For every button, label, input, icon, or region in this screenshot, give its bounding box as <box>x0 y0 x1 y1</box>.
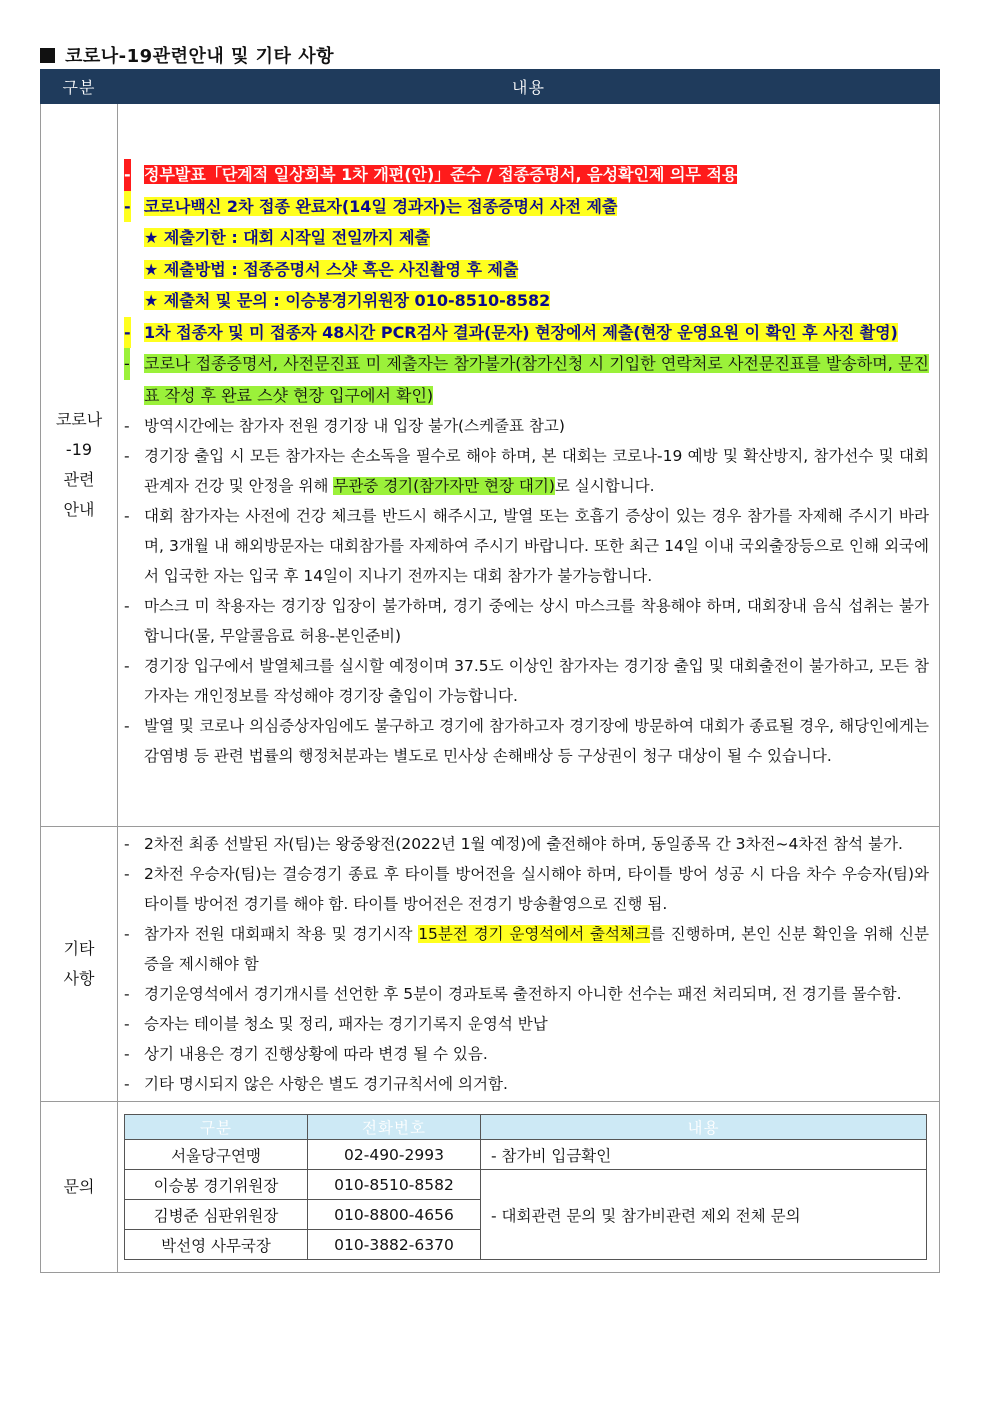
covid-rule-method <box>124 254 929 286</box>
other-category <box>41 827 118 1102</box>
item-text: 경기장 출입 시 모든 참가자는 손소독을 필수로 해야 하며, 본 대회는 코로나-19 예방 및 확산방지, 참가선수 및 대회관계자 건강 및 안정을 위해 <box>144 447 929 495</box>
item-text-end: 로 실시합니다. <box>554 477 655 495</box>
contact-purpose: - 대회관련 문의 및 참가비관련 제외 전체 문의 <box>481 1170 927 1260</box>
dash-marker: - <box>124 1015 130 1033</box>
covid-rule-2-text: 코로나백신 2차 접종 완료자(14일 경과자)는 접종증명서 사전 제출 <box>144 196 618 216</box>
table-row <box>125 1140 927 1170</box>
covid-rule-2 <box>124 191 929 223</box>
list-item <box>124 1039 929 1069</box>
item-text: 2차전 우승자(팀)는 결승경기 종료 후 타이틀 방어전을 실시해야 하며, 타이틀 방어 성공 시 다음 차수 우승자(팀)와 타이틀 방어전 경기를 해야 함. 타이틀 방어전은 전경기 방송촬영으로 진행 됨. <box>144 865 929 913</box>
deadline-text: 제출기한 : 대회 시작일 전일까지 제출 <box>163 228 431 247</box>
header-content: 내용 <box>118 70 940 104</box>
contact-phone: 02-490-2993 <box>308 1140 481 1170</box>
list-item <box>124 591 929 651</box>
contact-name: 이승봉 경기위원장 <box>125 1170 308 1200</box>
contact-header-content: 내용 <box>481 1115 927 1140</box>
item-text: 2차전 최종 선발된 자(팀)는 왕중왕전(2022년 1월 예정)에 출전해야 하며, 동일종목 간 3차전~4차전 참석 불가. <box>144 835 903 853</box>
contact-section <box>41 1102 940 1273</box>
contact-phone: 010-8510-8582 <box>308 1170 481 1200</box>
other-category-label: 기타 사항 <box>63 939 95 988</box>
contact-name: 박선영 사무국장 <box>125 1230 308 1260</box>
list-item <box>124 919 929 979</box>
list-item <box>124 979 929 1009</box>
item-text: 경기장 입구에서 발열체크를 실시할 예정이며 37.5도 이상인 참가자는 경기장 출입 및 대회출전이 불가하고, 모든 참가자는 개인정보를 작성해야 경기장 출입이 가능합니다. <box>144 657 929 705</box>
contact-header-category: 구분 <box>125 1115 308 1140</box>
list-item <box>124 711 929 771</box>
header-category: 구분 <box>41 70 118 104</box>
other-content <box>118 827 940 1102</box>
list-item <box>124 859 929 919</box>
star-icon: ★ <box>144 259 159 279</box>
covid-category <box>41 104 118 827</box>
dash-marker: - <box>124 597 130 615</box>
contact-header-row <box>125 1115 927 1140</box>
dash-marker: - <box>124 865 130 883</box>
square-bullet-icon <box>40 48 55 63</box>
item-text: 승자는 테이블 청소 및 정리, 패자는 경기기록지 운영석 반납 <box>144 1015 548 1033</box>
list-item <box>124 829 929 859</box>
contact-header-phone: 전화번호 <box>308 1115 481 1140</box>
dash-marker: - <box>124 925 130 943</box>
list-item <box>124 501 929 591</box>
dash-marker: - <box>124 717 130 735</box>
item-text: 기타 명시되지 않은 사항은 별도 경기규칙서에 의거함. <box>144 1075 508 1093</box>
checkin-highlight: 15분전 경기 운영석에서 출석체크 <box>418 925 650 943</box>
dash-marker: - <box>124 985 130 1003</box>
dash-marker: - <box>124 191 131 223</box>
item-text: 마스크 미 착용자는 경기장 입장이 불가하며, 경기 중에는 상시 마스크를 착용해야 하며, 대회장내 음식 섭취는 불가합니다(물, 무알콜음료 허용-본인준비) <box>144 597 929 645</box>
heading-text: 코로나-19관련안내 및 기타 사항 <box>65 46 334 67</box>
dash-marker: - <box>124 447 130 465</box>
contact-text: 제출처 및 문의 : 이승봉경기위원장 010-8510-8582 <box>163 291 551 310</box>
covid-rule-pcr <box>124 317 929 349</box>
dash-marker: - <box>124 657 130 675</box>
dash-marker: - <box>124 1045 130 1063</box>
dash-marker: - <box>124 317 131 349</box>
dash-marker: - <box>124 348 130 380</box>
covid-rule-1 <box>124 159 929 191</box>
dash-marker: - <box>124 835 130 853</box>
covid-rule-deadline <box>124 222 929 254</box>
item-text: 참가자 전원 대회패치 착용 및 경기시작 <box>144 925 419 943</box>
contact-purpose: - 참가비 입금확인 <box>481 1140 927 1170</box>
green-rule-text: 코로나 접종증명서, 사전문진표 미 제출자는 참가불가(참가신청 시 기입한 연락처로 사전문진표를 발송하며, 문진표 작성 후 완료 스샷 현장 입구에서 확인) <box>144 354 929 405</box>
other-section <box>41 827 940 1102</box>
contact-name: 서울당구연맹 <box>125 1140 308 1170</box>
item-text: 상기 내용은 경기 진행상황에 따라 변경 될 수 있음. <box>144 1045 488 1063</box>
item-text: 발열 및 코로나 의심증상자임에도 불구하고 경기에 참가하고자 경기장에 방문하여 대회가 종료될 경우, 해당인에게는 감염병 등 관련 법률의 행정처분과는 별도로 민사상 손해배상 등 구상권이 청구 대상이 될 수 있습니다. <box>144 717 929 765</box>
contact-phone: 010-3882-6370 <box>308 1230 481 1260</box>
list-item <box>124 1009 929 1039</box>
list-item <box>124 411 929 441</box>
covid-section <box>41 104 940 827</box>
contact-content <box>118 1102 940 1273</box>
dash-marker: - <box>124 417 130 435</box>
item-text: 방역시간에는 참가자 전원 경기장 내 입장 불가(스케줄표 참고) <box>144 417 565 435</box>
notice-table <box>40 69 940 1273</box>
star-icon: ★ <box>144 228 159 247</box>
list-item <box>124 1069 929 1099</box>
dash-marker: - <box>124 507 130 525</box>
dash-marker: - <box>124 1075 130 1093</box>
contact-table <box>124 1114 927 1260</box>
covid-category-label: 코로나 -19 관련 안내 <box>55 410 103 519</box>
no-spectators-highlight: 무관중 경기(참가자만 현장 대기) <box>333 477 555 495</box>
contact-name: 김병준 심판위원장 <box>125 1200 308 1230</box>
list-item <box>124 441 929 501</box>
covid-rule-1-text: 정부발표「단계적 일상회복 1차 개편(안)」준수 / 접종증명서, 음성확인제 의무 적용 <box>144 165 738 184</box>
table-row <box>125 1170 927 1200</box>
pcr-text: 1차 접종자 및 미 접종자 48시간 PCR검사 결과(문자) 현장에서 제출(현장 운영요원 이 확인 후 사진 촬영) <box>144 322 898 342</box>
contact-phone: 010-8800-4656 <box>308 1200 481 1230</box>
item-text: 대회 참가자는 사전에 건강 체크를 반드시 해주시고, 발열 또는 호흡기 증상이 있는 경우 참가를 자제해 주시기 바라며, 3개월 내 해외방문자는 대회참가를 자제하여 주시기 바랍니다. 또한 최근 14일 이내 국외출장등으로 인해 외국에서 입국한 자는 입국 후 14일이 지나기 전까지는 대회 참가가 불가능합니다. <box>144 507 929 585</box>
covid-rule-contact <box>124 285 929 317</box>
covid-rule-green <box>124 348 929 411</box>
method-text: 제출방법 : 접종증명서 스샷 혹은 사진촬영 후 제출 <box>163 259 519 279</box>
dash-marker: - <box>124 159 131 191</box>
table-header-row <box>41 70 940 104</box>
contact-category: 문의 <box>41 1102 118 1273</box>
star-icon: ★ <box>144 291 159 310</box>
list-item <box>124 651 929 711</box>
covid-content <box>118 104 940 827</box>
item-text-end: 를 진행하며, 본인 신분 확인을 위해 신분증을 제시해야 함 <box>144 925 929 973</box>
section-heading <box>40 42 334 68</box>
item-text: 경기운영석에서 경기개시를 선언한 후 5분이 경과토록 출전하지 아니한 선수는 패전 처리되며, 전 경기를 몰수함. <box>144 985 902 1003</box>
